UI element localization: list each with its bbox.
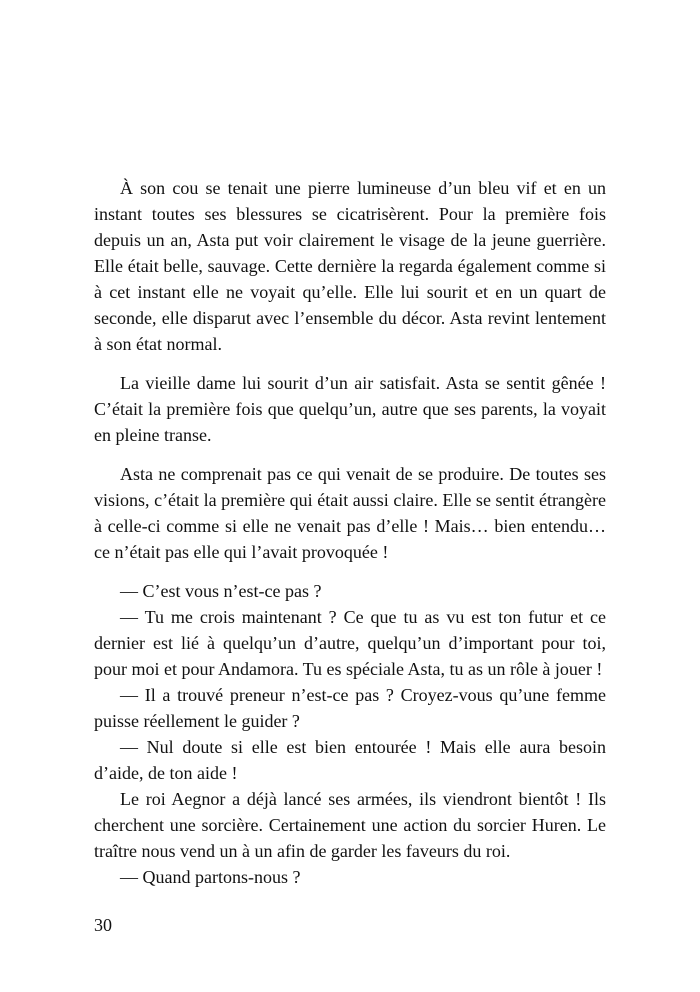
dialogue-line-4: — Nul doute si elle est bien entourée ! Mais elle aura besoin d’aide, de ton aide ! <box>94 737 606 783</box>
dialogue-line-3: — Il a trouvé preneur n’est-ce pas ? Croyez-vous qu’une femme puisse réellement le guider ? <box>94 685 606 731</box>
body-text <box>94 175 606 890</box>
dialogue-line-6: — Quand partons-nous ? <box>120 867 301 887</box>
page-number: 30 <box>94 915 112 935</box>
dialogue-line-1: — C’est vous n’est-ce pas ? <box>120 581 322 601</box>
paragraph-3: Asta ne comprenait pas ce qui venait de se produire. De toutes ses visions, c’était la première qui était aussi claire. Elle se sentit étrangère à celle-ci comme si elle ne venait pas d’elle ! Mais… bien entendu… ce n’était pas elle qui l’avait provoquée ! <box>94 464 606 562</box>
dialogue-line-5: Le roi Aegnor a déjà lancé ses armées, ils viendront bientôt ! Ils cherchent une sorcière. Certainement une action du sorcier Huren. Le traître nous vend un à un afin de garder les faveurs du roi. <box>94 789 606 861</box>
paragraph-2: La vieille dame lui sourit d’un air satisfait. Asta se sentit gênée ! C’était la première fois que quelqu’un, autre que ses parents, la voyait en pleine transe. <box>94 373 606 445</box>
dialogue-line-2: — Tu me crois maintenant ? Ce que tu as vu est ton futur et ce dernier est lié à quelqu’un d’autre, quelqu’un d’important pour toi, pour moi et pour Andamora. Tu es spéciale Asta, tu as un rôle à jouer ! <box>94 607 606 679</box>
paragraph-1: À son cou se tenait une pierre lumineuse d’un bleu vif et en un instant toutes ses blessures se cicatrisèrent. Pour la première fois depuis un an, Asta put voir clairement le visage de la jeune guerrière. Elle était belle, sauvage. Cette dernière la regarda également comme si à cet instant elle ne voyait qu’elle. Elle lui sourit et en un quart de seconde, elle disparut avec l’ensemble du décor. Asta revint lentement à son état normal. <box>94 178 606 354</box>
